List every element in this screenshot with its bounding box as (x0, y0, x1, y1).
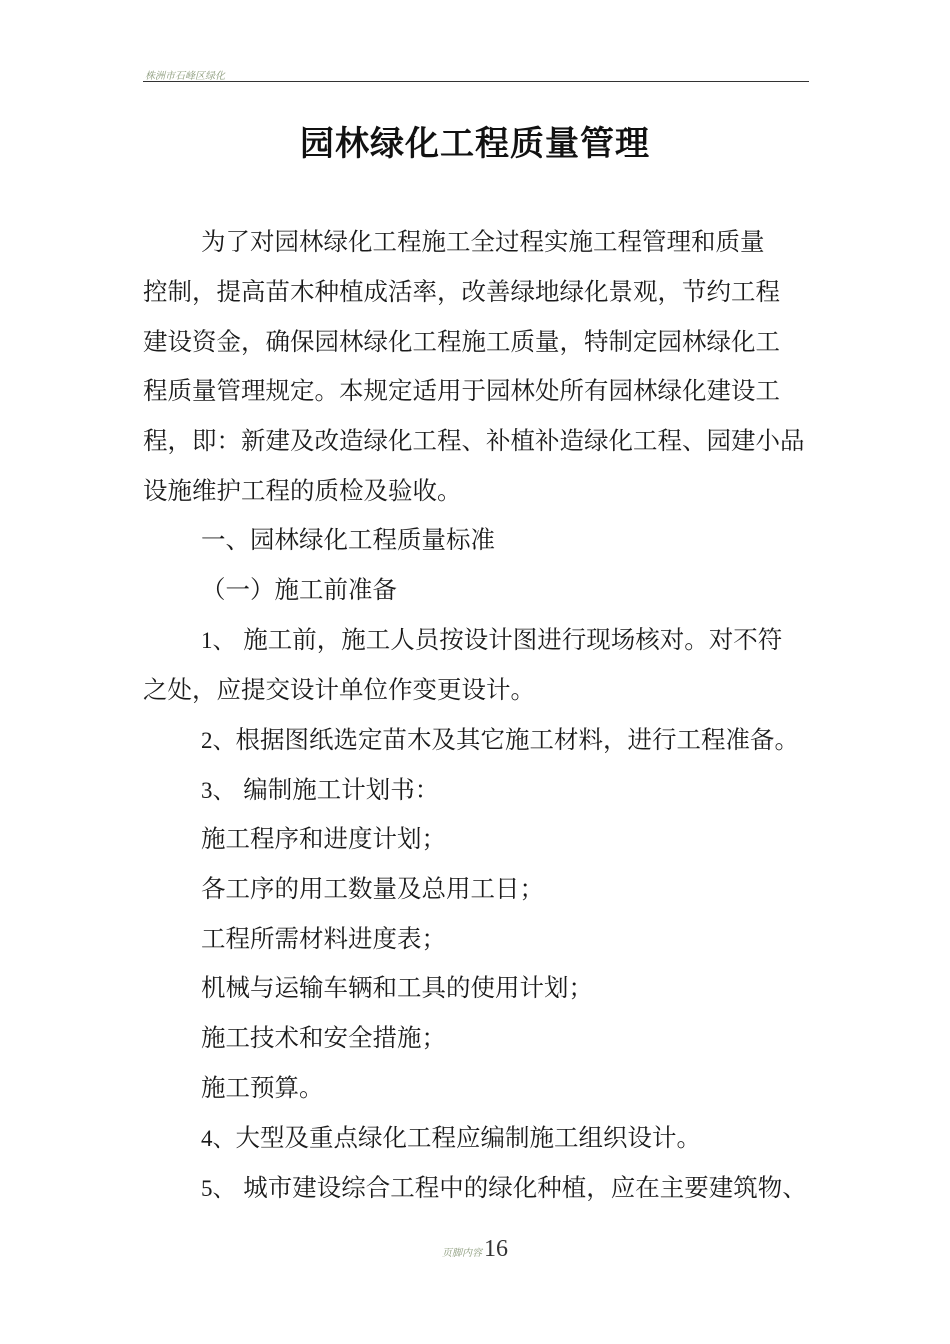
item-text: 城市建设综合工程中的绿化种植，应在主要建筑物、 (235, 1173, 807, 1202)
list-item (201, 623, 782, 658)
item-number: 1、 (201, 628, 236, 653)
item-text: 编制施工计划书： (235, 775, 440, 804)
header-rule (143, 81, 809, 82)
intro-line: 程，即：新建及改造绿化工程、补植补造绿化工程、园建小品 (143, 426, 805, 455)
plan-item: 各工序的用工数量及总用工日； (201, 874, 544, 903)
intro-line: 程质量管理规定。本规定适用于园林处所有园林绿化建设工 (143, 376, 780, 405)
intro-line: 控制，提高苗木种植成活率，改善绿地绿化景观，节约工程 (143, 277, 780, 306)
list-item (201, 723, 799, 758)
running-header: 株洲市石峰区绿化 (145, 71, 225, 82)
list-item (201, 1171, 807, 1206)
page-number: 16 (484, 1236, 508, 1262)
footer-label: 页脚内容 (442, 1248, 482, 1259)
plan-item: 工程所需材料进度表； (201, 924, 446, 953)
item-text: 施工前，施工人员按设计图进行现场核对。对不符 (235, 625, 783, 654)
item-number: 2、 (201, 728, 236, 753)
subsection-heading: （一）施工前准备 (201, 575, 397, 604)
intro-line: 为了对园林绿化工程施工全过程实施工程管理和质量 (201, 227, 765, 256)
list-item-continuation: 之处，应提交设计单位作变更设计。 (143, 675, 535, 704)
item-number: 3、 (201, 778, 236, 803)
section-heading: 一、园林绿化工程质量标准 (201, 525, 495, 554)
item-text: 根据图纸选定苗木及其它施工材料，进行工程准备。 (235, 725, 799, 754)
intro-line: 设施维护工程的质检及验收。 (143, 476, 462, 505)
plan-item: 施工程序和进度计划； (201, 824, 446, 853)
plan-item: 施工技术和安全措施； (201, 1023, 446, 1052)
plan-item: 施工预算。 (201, 1073, 324, 1102)
list-item (201, 773, 439, 808)
intro-line: 建设资金，确保园林绿化工程施工质量，特制定园林绿化工 (143, 327, 780, 356)
item-number: 4、 (201, 1126, 236, 1151)
item-number: 5、 (201, 1176, 236, 1201)
item-text: 大型及重点绿化工程应编制施工组织设计。 (235, 1123, 701, 1152)
list-item (201, 1121, 701, 1156)
page-footer (0, 1236, 950, 1263)
document-title: 园林绿化工程质量管理 (300, 124, 650, 164)
plan-item: 机械与运输车辆和工具的使用计划； (201, 973, 593, 1002)
